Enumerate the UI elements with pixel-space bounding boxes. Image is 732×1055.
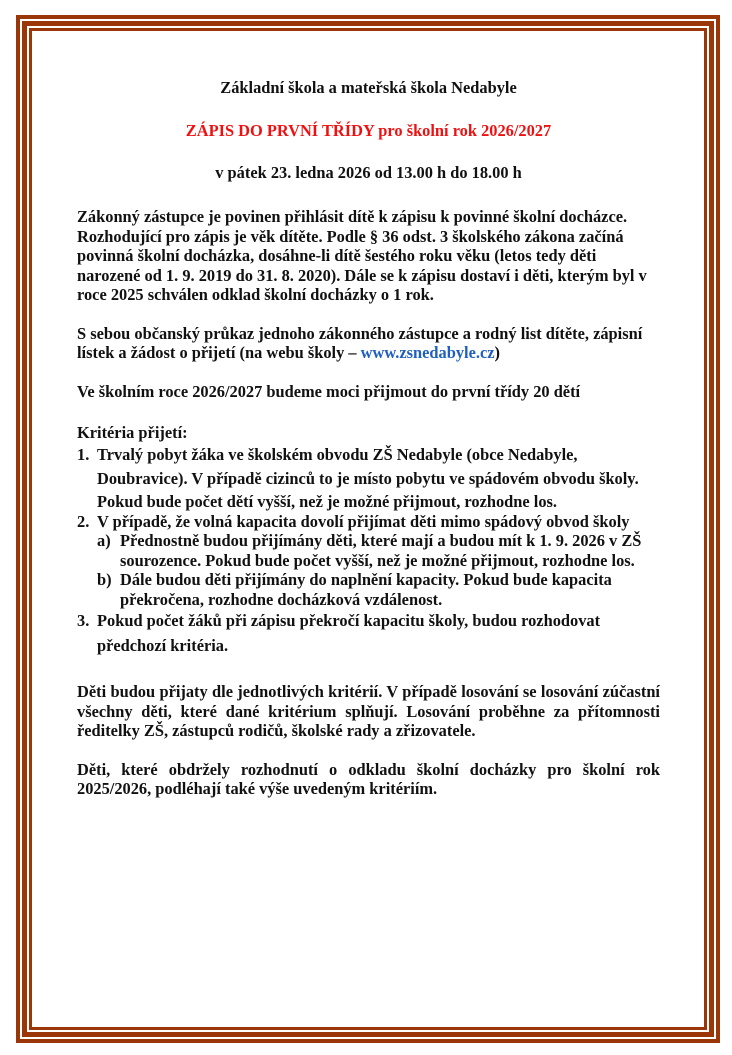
criterion-number: 2.: [77, 511, 90, 531]
bring-close: ): [494, 343, 500, 362]
criterion-number: 1.: [77, 444, 90, 464]
criteria-heading: Kritéria přijetí:: [77, 423, 188, 442]
capacity-line: Ve školním roce 2026/2027 budeme moci přijmout do první třídy 20 dětí: [77, 381, 581, 401]
sub-criterion-text: Dále budou děti přijímány do naplnění kapacity. Pokud bude kapacita překročena, rozhodne docházková vzdálenost.: [120, 570, 612, 609]
date-line: v pátek 23. ledna 2026 od 13.00 h do 18.00 h: [215, 163, 522, 182]
lottery-paragraph: Děti budou přijaty dle jednotlivých kritérií. V případě losování se losování zúčastní všechny děti, které dané kritérium splňují. Losování proběhne za přítomnosti ředitelky ZŠ, zástupců rodičů, školské rady a zřizovatele.: [77, 682, 660, 740]
deferral-paragraph: Děti, které obdržely rozhodnutí o odkladu školní docházky pro školní rok 2025/2026, podléhají také výše uvedeným kritériím.: [77, 759, 660, 798]
criterion-number: 3.: [77, 611, 90, 630]
criterion-item: [77, 443, 660, 512]
school-name: Základní škola a mateřská škola Nedabyle: [220, 78, 517, 97]
criterion-item: [77, 512, 660, 610]
headline-school-year: pro školní rok 2026/2027: [374, 121, 552, 140]
sub-criterion-letter: b): [97, 570, 112, 589]
criterion-note: Pokud bude počet dětí vyšší, než je možné přijmout, rozhodne los.: [97, 491, 558, 511]
criterion-text: Trvalý pobyt žáka ve školském obvodu ZŠ Nedabyle (obce Nedabyle, Doubravice). V případě cizinců to je místo pobytu ve spádovém obvodu školy.: [97, 444, 639, 488]
criterion-item: [77, 609, 660, 658]
sub-criterion-item: [85, 570, 657, 609]
school-website-link[interactable]: www.zsnedabyle.cz: [360, 343, 495, 362]
headline: [77, 121, 660, 141]
sub-criterion-letter: a): [97, 531, 111, 550]
intro-paragraph: Zákonný zástupce je povinen přihlásit dítě k zápisu k povinné školní docházce. Rozhodující pro zápis je věk dítěte. Podle § 36 odst. 3 školského zákona začíná povinná školní docházka, dosáhne-li dítě šestého roku věku (letos tedy děti narozené od 1. 9. 2019 do 31. 8. 2020). Dále se k zápisu dostaví i děti, kterým byl v roce 2025 schválen odklad školní docházky o 1 rok.: [77, 207, 647, 304]
sub-criterion-item: [85, 531, 657, 570]
document-page: [77, 78, 660, 799]
criterion-text: Pokud počet žáků při zápisu překročí kapacitu školy, budou rozhodovat předchozí kritéria.: [97, 611, 601, 655]
bring-text: S sebou občanský průkaz jednoho zákonného zástupce a rodný list dítěte, zápisní lístek a žádost o přijetí (na webu školy –: [77, 323, 643, 362]
criterion-text: V případě, že volná kapacita dovolí přijímat děti mimo spádový obvod školy: [97, 511, 630, 531]
bring-documents-paragraph: [77, 324, 649, 363]
headline-bold: ZÁPIS DO PRVNÍ TŘÍDY: [185, 121, 375, 140]
sub-criterion-text: Přednostně budou přijímány děti, které mají a budou mít k 1. 9. 2026 v ZŠ sourozence. Pokud bude počet vyšší, než je možné přijmout, rozhodne los.: [120, 531, 642, 570]
